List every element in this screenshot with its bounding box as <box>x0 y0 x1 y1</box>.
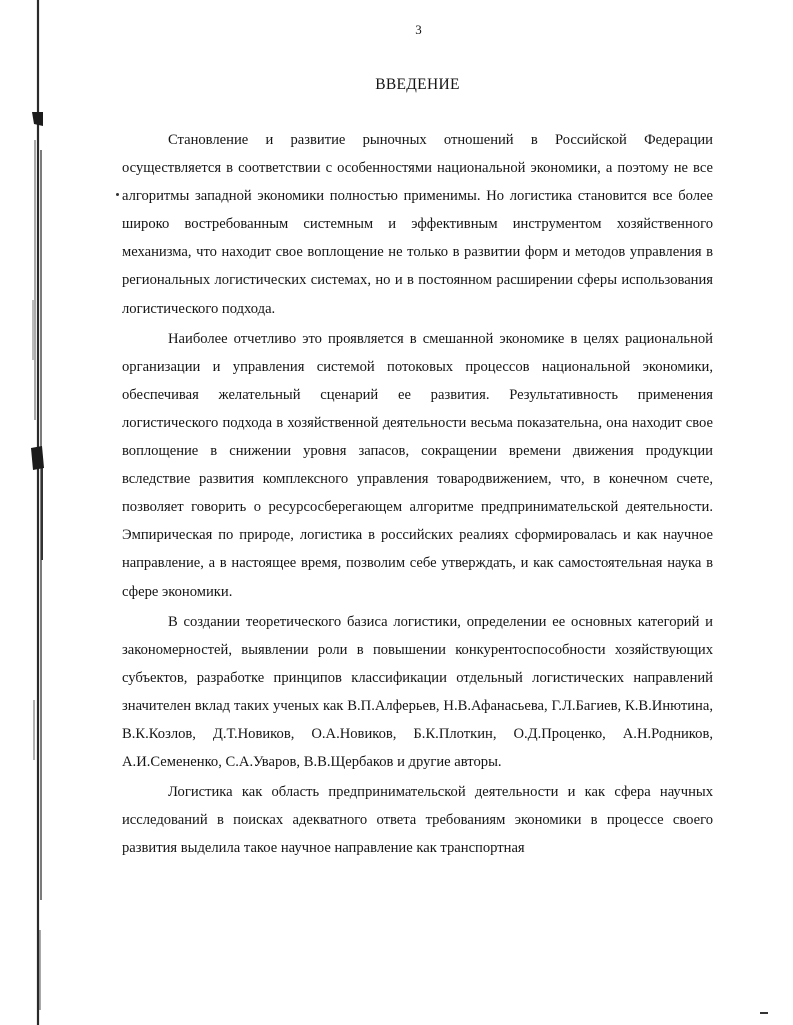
scan-binding-edge <box>30 0 46 1025</box>
scan-speck <box>116 193 119 196</box>
scan-speck <box>760 1012 768 1014</box>
paragraph: В создании теоретического базиса логистики, определении ее основных категорий и закономерностей, выявлении роли в повышении конкурентоспособности хозяйствующих субъектов, разработке принципов классификации отдельный логистических направлений значителен вклад таких ученых как В.П.Алферьев, Н.В.Афанасьева, Г.Л.Багиев, К.В.Инютина, В.К.Козлов, Д.Т.Новиков, О.А.Новиков, Б.К.Плоткин, О.Д.Проценко, А.Н.Родников, А.И.Семененко, С.А.Уваров, В.В.Щербаков и другие авторы. <box>122 613 713 771</box>
paragraph: Наиболее отчетливо это проявляется в смешанной экономике в целях рациональной организации и управления системой потоковых процессов национальной экономики, обеспечивая желательный сценарий ее развития. Результативность применения логистического подхода в хозяйственной деятельности весьма показательна, она находит свое воплощение в снижении уровня запасов, сокращении времени движения продукции вследствие развития комплексного управления товародвижением, что, в конечном счете, позволяет говорить о ресурсосберегающем алгоритме предпринимательской деятельности. Эмпирическая по природе, логистика в российских реалиях сформировалась и как научное направление, а в настоящее время, позволим себе утверждать, и как самостоятельная наука в сфере экономики. <box>122 330 713 600</box>
page-number: 3 <box>415 22 422 37</box>
page-title: ВВЕДЕНИЕ <box>375 76 460 93</box>
paragraph: Становление и развитие рыночных отношений в Российской Федерации осуществляется в соответствии с особенностями национальной экономики, а поэтому не все алгоритмы западной экономики полностью применимы. Но логистика становится все более широко востребованным системным и эффективным инструментом хозяйственного механизма, что находит свое воплощение не только в развитии форм и методов управления в региональных логистических системах, но и в постоянном расширении сферы использования логистического подхода. <box>122 132 713 317</box>
paragraph: Логистика как область предпринимательской деятельности и как сфера научных исследований в поисках адекватного ответа требованиям экономики в процессе своего развития выделила такое научное направление как транспортная <box>122 784 713 857</box>
body-text <box>122 126 713 862</box>
